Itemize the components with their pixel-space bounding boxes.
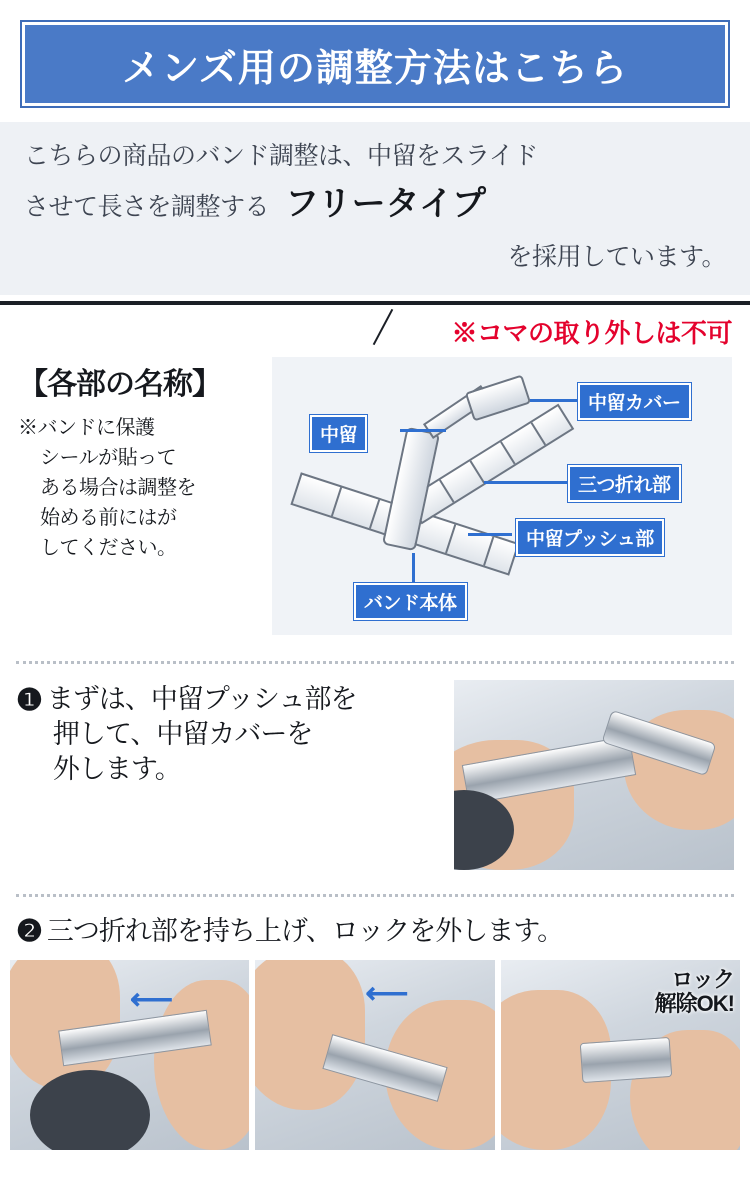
lock-callout-line-1: ロック [671,967,734,993]
step-2-arrow-1: ⟵ [130,983,174,1017]
diagonal-mark [373,309,394,345]
caution-row [0,305,750,351]
parts-note-line-4: 始める前にはが [40,506,177,529]
leader-clasp [400,429,446,432]
step-2-photo-1 [10,960,249,1150]
step-1 [0,674,750,884]
parts-note [18,413,258,563]
intro-line-2: させて長さを調整する [24,192,270,221]
parts-title: 【各部の名称】 [18,367,221,401]
lock-callout-line-2: 解除OK! [654,991,734,1017]
label-clasp: 中留 [310,415,367,452]
intro-line-3: を採用しています。 [507,242,726,271]
label-push: 中留プッシュ部 [516,519,664,556]
step-2-arrow-2: ⟵ [365,977,409,1011]
free-type-emphasis: フリータイプ [285,184,486,223]
intro-line-1: こちらの商品のバンド調整は、中留をスライド [24,142,538,170]
leader-band-body [412,553,415,585]
header-banner [22,22,728,106]
step-2-head [0,907,750,951]
leader-push [468,533,512,536]
step-2-photo-3 [501,960,740,1150]
header-section [0,0,750,106]
intro-panel [0,122,750,295]
label-band-body: バンド本体 [354,583,467,620]
step-1-number: ❶ [16,683,43,717]
parts-section [0,351,750,651]
step-2-number: ❷ [16,914,43,948]
diagram-clasp-cover [465,374,531,421]
divider-dotted-2 [16,894,734,897]
parts-note-line-5: してください。 [40,536,177,559]
label-clasp-cover: 中留カバー [578,383,691,420]
lock-release-callout [655,968,734,1016]
step-2-photo-row [0,950,750,1150]
parts-diagram [272,357,732,635]
leader-triple-fold [484,481,570,484]
parts-note-line-1: ※バンドに保護 [18,416,155,439]
step-2-text: 三つ折れ部を持ち上げ、ロックを外します。 [46,915,564,946]
step-1-text [47,682,357,787]
step-1-line-2: 押して、中留カバーを [52,718,313,749]
step-1-line-1: まずは、中留プッシュ部を [46,683,357,714]
divider-dotted-1 [16,661,734,664]
label-triple-fold: 三つ折れ部 [568,465,681,502]
step-1-line-3: 外します。 [52,753,181,784]
step-2-photo-2 [255,960,494,1150]
page-title: メンズ用の調整方法はこちら [122,47,628,90]
parts-note-line-3: ある場合は調整を [40,476,196,499]
parts-note-line-2: シールが貼って [40,446,177,469]
step-1-photo [454,680,734,870]
caution-text: ※コマの取り外しは不可 [451,317,732,348]
intro-row-2 [24,176,726,223]
